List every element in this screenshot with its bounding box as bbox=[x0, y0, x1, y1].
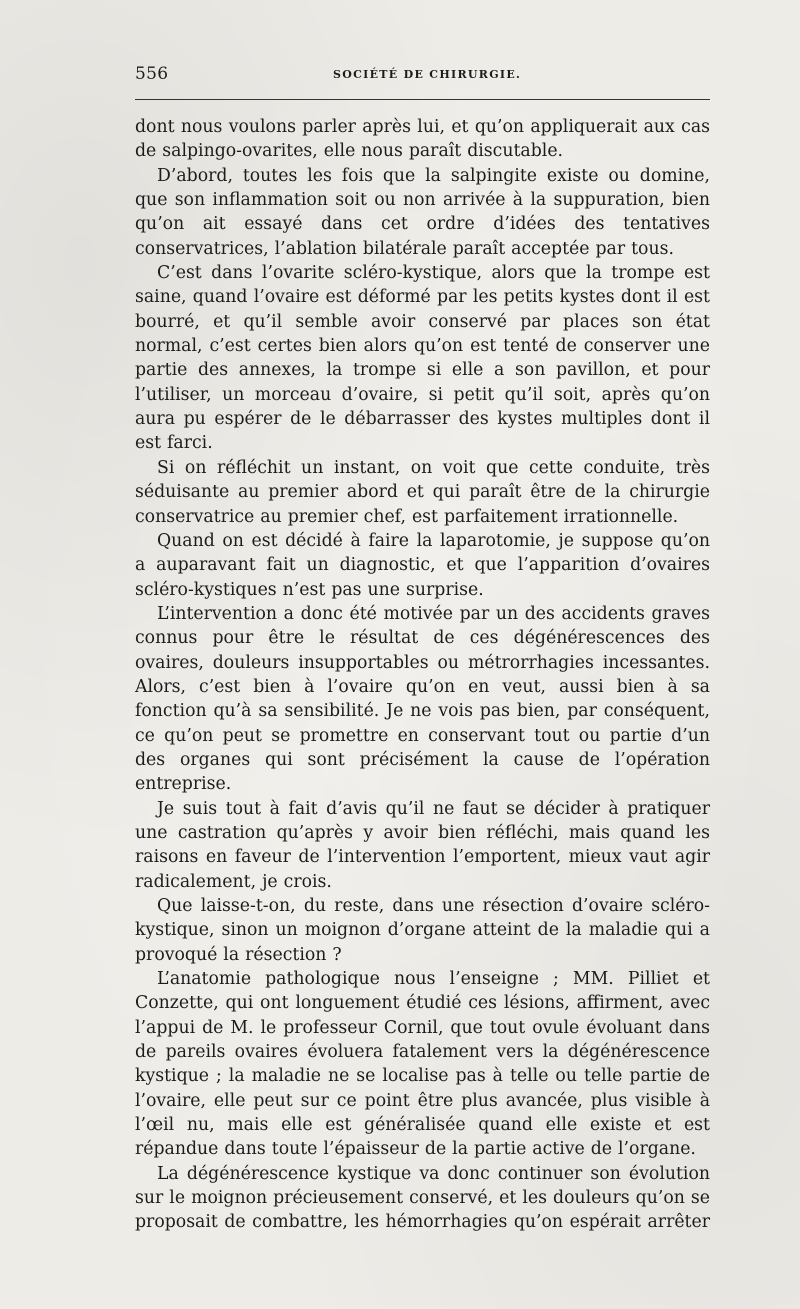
paragraph: L’anatomie pathologique nous l’enseigne ; MM. Pilliet et Conzette, qui ont longuement étudié ces lésions, affirment, avec l’appui de M. le professeur Cornil, que tout ovule évoluant dans de pareils ovaires évoluera fatalement vers la dégénérescence kystique ; la maladie ne se localise pas à telle ou telle partie de l’ovaire, elle peut sur ce point être plus avancée, plus visible à l’œil nu, mais elle est généralisée quand elle existe et est répandue dans toute l’épaisseur de la partie active de l’organe. bbox=[135, 969, 710, 1160]
paragraph: Quand on est décidé à faire la laparotomie, je suppose qu’on a auparavant fait un diagnostic, et que l’apparition d’ovaires scléro-kystiques n’est pas une surprise. bbox=[135, 530, 710, 600]
paragraph: Je suis tout à fait d’avis qu’il ne faut se décider à pratiquer une castration qu’après y avoir bien réfléchi, mais quand les raisons en faveur de l’intervention l’emportent, mieux vaut agir radicalement, je crois. bbox=[135, 798, 710, 892]
paragraph: C’est dans l’ovarite scléro-kystique, alors que la trompe est saine, quand l’ovaire est déformé par les petits kystes dont il est bourré, et qu’il semble avoir conservé par places son état normal, c’est certes bien alors qu’on est tenté de conserver une partie des annexes, la trompe si elle a son pavillon, et pour l’utiliser, un morceau d’ovaire, si petit qu’il soit, après qu’on aura pu espérer de le débarrasser des kystes multiples dont il est farci. bbox=[135, 263, 710, 454]
running-head bbox=[135, 64, 710, 88]
paragraph: dont nous voulons parler après lui, et qu’on appliquerait aux cas de salpingo-ovarites, elle nous paraît discutable. bbox=[135, 117, 710, 162]
paragraph: Si on réfléchit un instant, on voit que cette conduite, très séduisante au premier abord et qui paraît être de la chirurgie conservatrice au premier chef, est parfaitement irrationnelle. bbox=[135, 457, 710, 527]
paragraph: Que laisse-t-on, du reste, dans une résection d’ovaire scléro-kystique, sinon un moignon d’organe atteint de la maladie qui a provoqué la résection ? bbox=[135, 896, 710, 965]
page-number: 556 bbox=[135, 64, 169, 84]
paragraph: D’abord, toutes les fois que la salpingite existe ou domine, que son inflammation soit ou non arrivée à la suppuration, bien qu’on ait essayé dans cet ordre d’idées des tentatives conservatrices, l’ablation bilatérale paraît acceptée par tous. bbox=[135, 165, 710, 259]
journal-title: SOCIÉTÉ DE CHIRURGIE. bbox=[333, 68, 522, 81]
header-rule bbox=[135, 99, 710, 100]
paragraph: La dégénérescence kystique va donc continuer son évolution sur le moignon précieusement conservé, et les douleurs qu’on se proposait de combattre, les hémorrhagies qu’on espérait arrêter bbox=[135, 1163, 710, 1233]
paragraph: L’intervention a donc été motivée par un des accidents graves connus pour être le résultat de ces dégénérescences des ovaires, douleurs insupportables ou métrorrhagies incessantes. Alors, c’est bien à l’ovaire qu’on en veut, aussi bien à sa fonction qu’à sa sensibilité. Je ne vois pas bien, par conséquent, ce qu’on peut se promettre en conservant tout ou partie d’un des organes qui sont précisément la cause de l’opération entreprise. bbox=[135, 603, 710, 795]
body-text bbox=[135, 115, 710, 1235]
